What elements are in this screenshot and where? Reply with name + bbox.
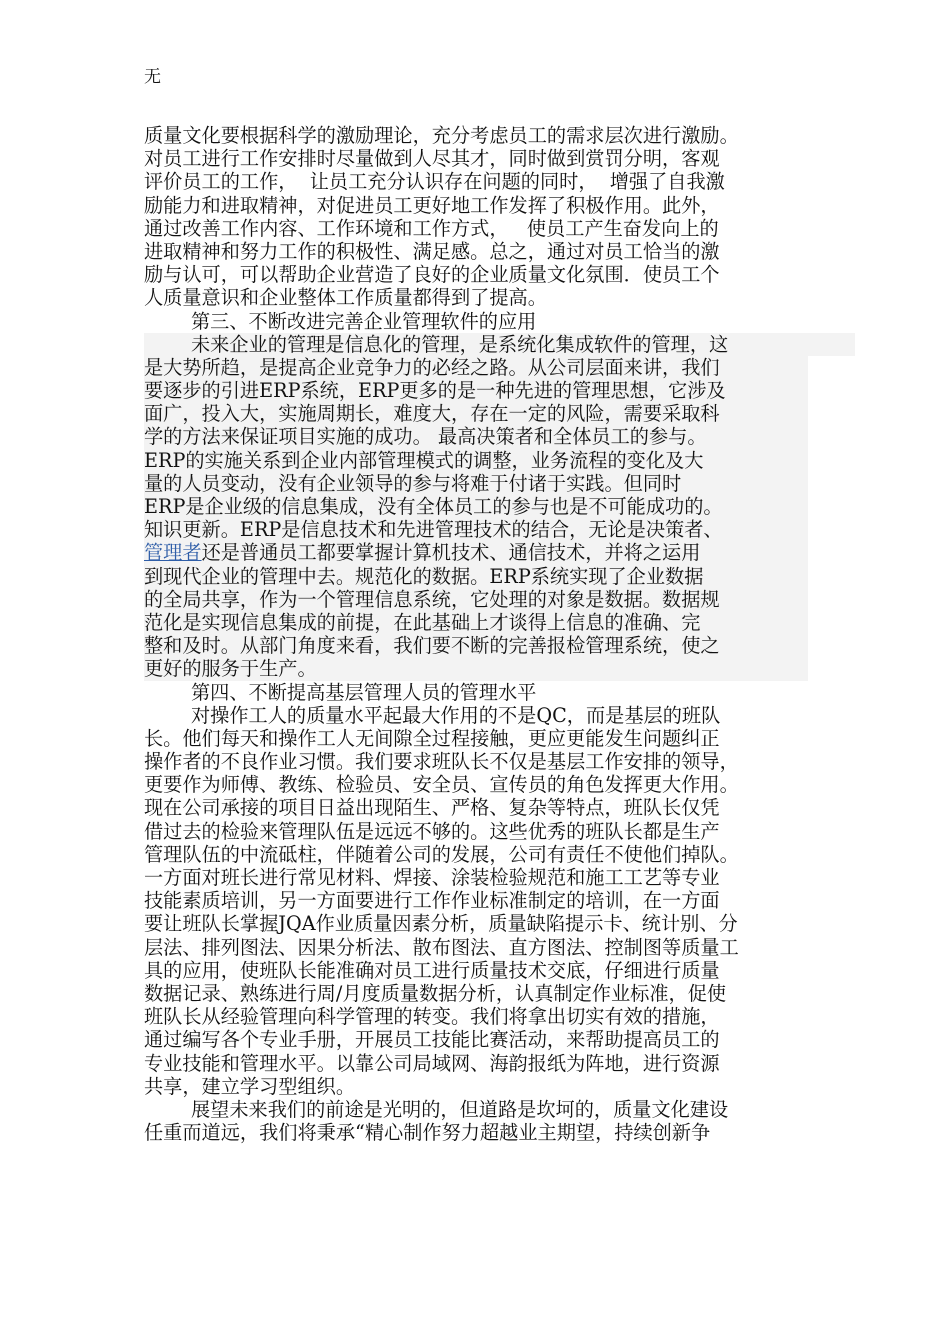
page-header: 无 (144, 67, 161, 87)
paragraph-outlook (144, 1098, 824, 1144)
text-line: 更要作为师傅、教练、检验员、安全员、宣传员的角色发挥更大作用。 (144, 773, 739, 797)
text-line: 通过编写各个专业手册，开展员工技能比赛活动，来帮助提高员工的 (144, 1028, 720, 1052)
paragraph-erp-continued (144, 541, 824, 680)
text-line: 一方面对班长进行常见材料、焊接、涂装检验规范和施工工艺等专业 (144, 866, 720, 889)
text-line: 整和及时。从部门角度来看，我们要不断的完善报检管理系统，使之 (144, 634, 808, 657)
section-heading-4 (144, 681, 824, 704)
text-line: 专业技能和管理水平。以靠公司局域网、海韵报纸为阵地，进行资源 (144, 1051, 720, 1075)
text-line: 进取精神和努力工作的积极性、满足感。总之，通过对员工恰当的激 (144, 239, 720, 263)
text-line: 量的人员变动，没有企业领导的参与将难于付诸于实践。但同时 (144, 472, 808, 495)
text-line: 对员工进行工作安排时尽量做到人尽其才，同时做到赏罚分明，客观 (144, 147, 720, 171)
text-line: 范化是实现信息集成的前提，在此基础上才谈得上信息的准确、完 (144, 611, 808, 634)
text-line: 评价员工的工作， 让员工充分认识存在问题的同时， 增强了自我激 (144, 170, 725, 194)
text-line: 人质量意识和企业整体工作质量都得到了提高。 (144, 286, 547, 310)
text-line: 借过去的检验来管理队伍是远远不够的。这些优秀的班队长都是生产 (144, 819, 720, 843)
text-line: 的全局共享，作为一个管理信息系统，它处理的对象是数据。数据规 (144, 588, 808, 611)
text-line: 质量文化要根据科学的激励理论，充分考虑员工的需求层次进行激励。 (144, 124, 739, 147)
text-line: 励与认可，可以帮助企业营造了良好的企业质量文化氛围．使员工个 (144, 263, 720, 287)
heading-text: 第三、不断改进完善企业管理软件的应用 (191, 309, 537, 333)
text-line: 到现代企业的管理中去。规范化的数据。ERP系统实现了企业数据 (144, 565, 808, 588)
text-line-with-link (144, 541, 808, 564)
text-line: 通过改善工作内容、工作环境和工作方式， 使员工产生奋发向上的 (144, 216, 719, 240)
text-line: 更好的服务于生产。 (144, 657, 808, 680)
text-line: 励能力和进取精神，对促进员工更好地工作发挥了积极作用。此外， (144, 193, 720, 217)
text-line: 层法、排列图法、因果分析法、散布图法、直方图法、控制图等质量工 (144, 935, 739, 959)
text-line: 要让班队长掌握JQA作业质量因素分析，质量缺陷提示卡、统计别、分 (144, 912, 738, 936)
text-line: 数据记录、熟练进行周/月度质量数据分析，认真制定作业标准，促使 (144, 981, 727, 1005)
text-line: 管理队伍的中流砥柱，伴随着公司的发展，公司有责任不使他们掉队。 (144, 842, 739, 866)
text-line: 对操作工人的质量水平起最大作用的不是QC，而是基层的班队 (191, 703, 721, 727)
text-line: ERP的实施关系到企业内部管理模式的调整，业务流程的变化及大 (144, 449, 808, 472)
text-line: 任重而道远，我们将秉承“精心制作努力超越业主期望，持续创新争 (144, 1121, 711, 1145)
heading-text: 第四、不断提高基层管理人员的管理水平 (191, 680, 537, 704)
manager-link[interactable]: 管理者 (144, 541, 202, 565)
link-line-rest: 还是普通员工都要掌握计算机技术、通信技术，并将之运用 (201, 541, 701, 565)
paragraph-incentive (144, 124, 824, 310)
text-line: 现在公司承接的项目日益出现陌生、严格、复杂等特点，班队长仅凭 (144, 796, 720, 820)
text-line: 具的应用，使班队长能准确对员工进行质量技术交底，仔细进行质量 (144, 958, 720, 982)
text-line: 展望未来我们的前途是光明的，但道路是坎坷的，质量文化建设 (191, 1097, 729, 1121)
text-line: 共享，建立学习型组织。 (144, 1074, 356, 1098)
text-line: 技能素质培训，另一方面要进行工作作业标准制定的培训，在一方面 (144, 889, 720, 913)
text-line: 要逐步的引进ERP系统，ERP更多的是一种先进的管理思想，它涉及 (144, 379, 808, 402)
text-line: 未来企业的管理是信息化的管理，是系统化集成软件的管理，这 (144, 333, 855, 356)
text-line: 学的方法来保证项目实施的成功。 最高决策者和全体员工的参与。 (144, 425, 808, 448)
document-body (144, 124, 824, 1144)
text-line: 班队长从经验管理向科学管理的转变。我们将拿出切实有效的措施， (144, 1005, 720, 1029)
text-line: 操作者的不良作业习惯。我们要求班队长不仅是基层工作安排的领导， (144, 750, 739, 774)
paragraph-team-leaders (144, 704, 824, 1098)
text-line: 面广，投入大，实施周期长，难度大，存在一定的风险，需要采取科 (144, 402, 808, 425)
section-heading-3 (144, 310, 824, 333)
text-line: 知识更新。ERP是信息技术和先进管理技术的结合，无论是决策者、 (144, 518, 808, 541)
text-line: 长。他们每天和操作工人无间隙全过程接触，更应更能发生问题纠正 (144, 726, 720, 750)
text-line: ERP是企业级的信息集成，没有全体员工的参与也是不可能成功的。 (144, 495, 808, 518)
paragraph-erp (144, 333, 824, 542)
text-line: 是大势所趋，是提高企业竞争力的必经之路。从公司层面来讲，我们 (144, 356, 808, 379)
